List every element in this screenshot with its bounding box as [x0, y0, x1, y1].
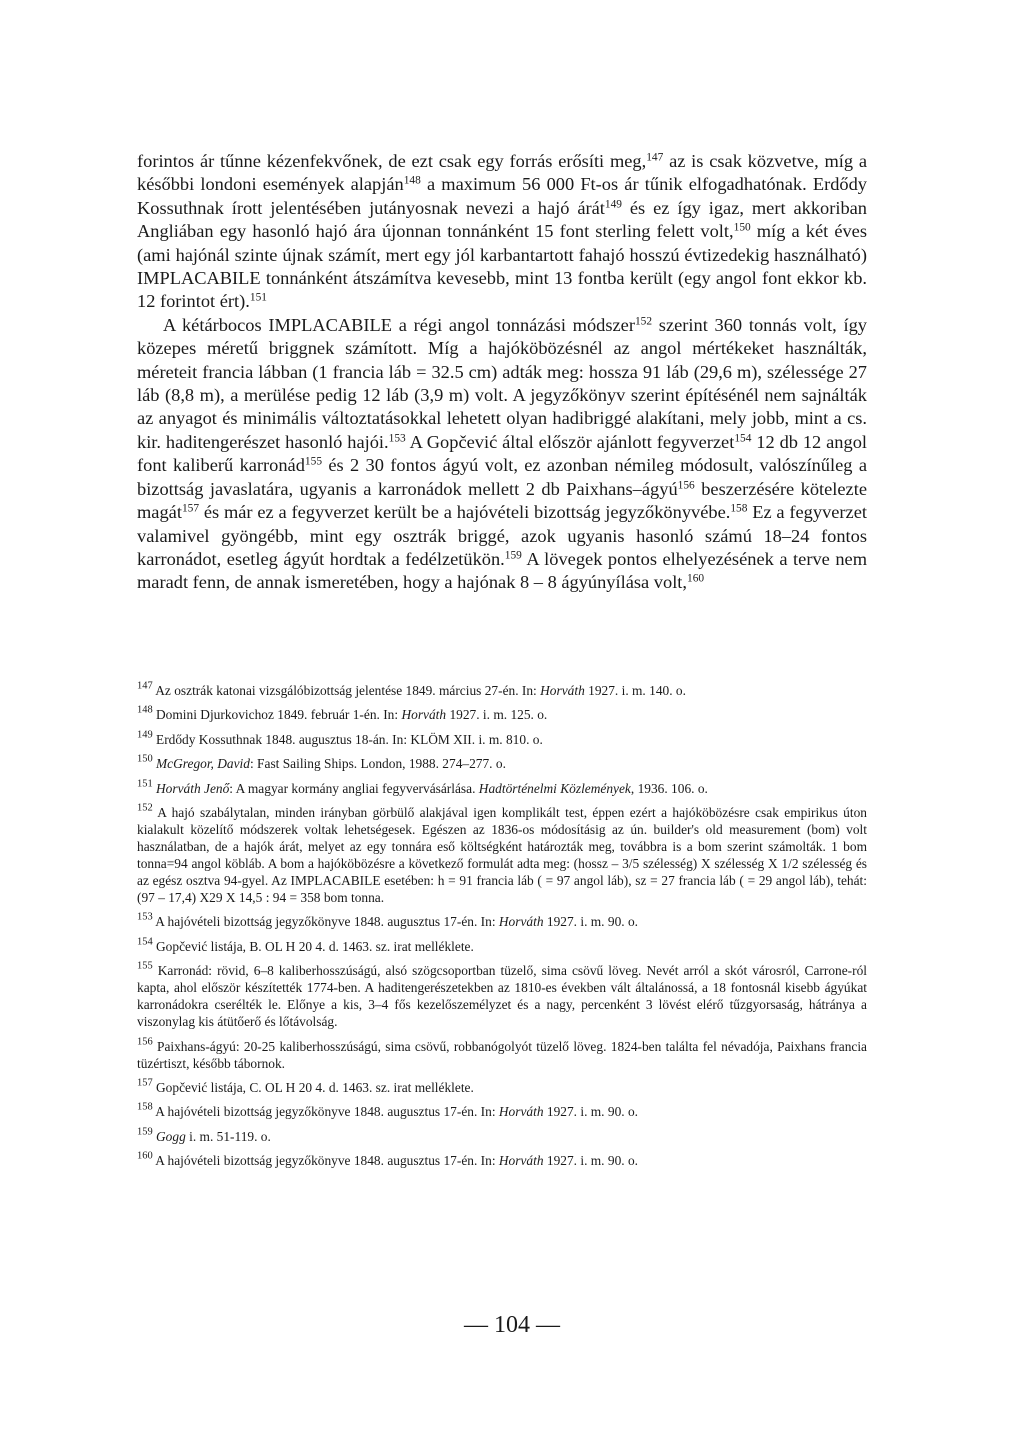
- text-run: A hajóvételi bizottság jegyzőkönyve 1848. augusztus 17-én. In:: [155, 1153, 499, 1169]
- footnote-number: 151: [137, 778, 153, 790]
- footnote-number: 153: [137, 912, 153, 924]
- text-run: forintos ár tűnne kézenfekvőnek, de ezt csak egy forrás erősíti meg,: [137, 151, 647, 171]
- text-run: Gopčević listája, C. OL H 20 4. d. 1463. sz. irat melléklete.: [156, 1079, 474, 1095]
- text-run: 1927. i. m. 90. o.: [543, 1104, 639, 1120]
- footnote-147: [137, 682, 867, 699]
- footnote-152: [137, 804, 867, 906]
- footnote-160: [137, 1152, 867, 1169]
- paragraph-2: [137, 314, 867, 595]
- footnote-153: [137, 913, 867, 930]
- footnote-148: [137, 706, 867, 723]
- text-run: 1927. i. m. 90. o.: [543, 914, 639, 930]
- text-run: 1927. i. m. 140. o.: [584, 683, 686, 698]
- italic-text: Horváth: [401, 707, 447, 723]
- text-run: szerint 360 tonnás volt, így közepes méretű briggnek számított. Míg a hajóköbözésnél az angol mértékeket használták, méreteit francia lábban (1 francia láb = 32.5 cm) adták meg: hossza 91 láb (29,6 m), szélessége 27 láb (8,8 m), a merülése pedig 12 láb (3,9 m) volt. A jegyzőkönyv szerint építésénél nem sajnálták az anyagot és minimális változtatásokkal lehetett olyan hadibriggé alakítani, mely jobb, mint a cs. kir. haditengerészet hasonló hajói.: [137, 314, 867, 452]
- italic-text: Horváth: [498, 914, 544, 930]
- footnote-number: 149: [137, 729, 153, 741]
- footnote-number: 159: [137, 1126, 153, 1138]
- footnote-ref: 148: [403, 175, 421, 188]
- text-run: Erdődy Kossuthnak 1848. augusztus 18-án. In: KLÖM XII. i. m. 810. o.: [156, 731, 543, 747]
- footnote-154: [137, 938, 867, 955]
- footnote-number: 150: [137, 753, 153, 765]
- footnote-ref: 155: [304, 456, 323, 469]
- text-run: és ez így igaz, mert akkoriban Angliában egy hasonló hajó ára újonnan tonnánként 15 font sterling felett volt,: [137, 197, 867, 242]
- paragraph-1: [137, 150, 867, 314]
- text-run: : A magyar kormány angliai fegyvervásárlása.: [229, 780, 479, 796]
- footnote-ref: 152: [634, 315, 653, 328]
- text-run: A kétárbocos IMPLACABILE a régi angol tonnázási módszer: [163, 314, 635, 335]
- footnote-number: 160: [137, 1150, 153, 1162]
- footnote-151: [137, 780, 867, 797]
- italic-text: Gogg: [156, 1128, 186, 1144]
- footnote-number: 157: [137, 1077, 153, 1089]
- footnotes: [137, 682, 867, 1176]
- text-run: A hajóvételi bizottság jegyzőkönyve 1848. augusztus 17-én. In:: [155, 914, 499, 930]
- italic-text: Horváth: [498, 1153, 544, 1169]
- italic-text: Horváth Jenő: [156, 780, 230, 796]
- italic-text: Horváth: [498, 1104, 544, 1120]
- footnote-ref: 157: [181, 502, 200, 515]
- footnote-158: [137, 1103, 867, 1120]
- footnote-149: [137, 731, 867, 748]
- text-run: , 1936. 106. o.: [630, 780, 708, 796]
- footnote-number: 155: [137, 960, 153, 972]
- text-run: a maximum 56 000 Ft-os ár tűnik elfogadhatónak. Erdődy Kossuthnak írott jelentésében jutányosnak nevezi a hajó árát: [137, 174, 867, 218]
- footnote-ref: 154: [734, 432, 752, 445]
- text-run: A Gopčević által először ajánlott fegyverzet: [405, 431, 735, 452]
- italic-text: McGregor, David: [156, 756, 250, 772]
- footnote-ref: 156: [677, 479, 695, 492]
- text-run: A hajóvételi bizottság jegyzőkönyve 1848. augusztus 17-én. In:: [155, 1104, 499, 1120]
- text-run: i. m. 51-119. o.: [185, 1128, 271, 1144]
- footnote-157: [137, 1079, 867, 1096]
- text-run: az is csak közvetve, míg a későbbi londoni események alapján: [137, 151, 867, 195]
- footnote-ref: 149: [604, 198, 622, 211]
- footnote-ref: 159: [504, 549, 522, 562]
- body-text: [137, 150, 867, 595]
- italic-text: Hadtörténelmi Közlemények: [478, 780, 631, 796]
- footnote-number: 147: [137, 680, 153, 692]
- page-number: — 104 —: [464, 1312, 560, 1338]
- footnote-159: [137, 1128, 867, 1145]
- text-run: 12 db 12 angol font kaliberű karronád: [137, 431, 868, 476]
- footnote-ref: 150: [733, 221, 751, 234]
- text-run: : Fast Sailing Ships. London, 1988. 274–277. o.: [249, 756, 506, 772]
- footnote-ref: 153: [388, 432, 406, 445]
- footnote-ref: 151: [249, 292, 267, 305]
- text-run: Paixhans-ágyú: 20-25 kaliberhosszúságú, sima csövű, robbanógolyót tüzelő löveg. 1824-ben találta fel névadója, Paixhans francia tüzértiszt, később tábornok.: [137, 1038, 867, 1071]
- footnote-ref: 160: [687, 573, 705, 586]
- text-run: és már ez a fegyverzet került be a hajóvételi bizottság jegyzőkönyvébe.: [199, 502, 731, 523]
- text-run: 1927. i. m. 90. o.: [543, 1153, 639, 1169]
- footnote-number: 158: [137, 1102, 153, 1114]
- footnote-number: 154: [137, 936, 153, 948]
- text-run: beszerzésére kötelezte magát: [137, 478, 867, 523]
- text-run: Az osztrák katonai vizsgálóbizottság jelentése 1849. március 27-én. In:: [155, 683, 541, 698]
- footnote-number: 152: [137, 802, 153, 814]
- text-run: és 2 30 fontos ágyú volt, ez azonban némileg módosult, valószínűleg a bizottság javaslatára, ugyanis a karronádok mellett 2 db Paixhans–ágyú: [137, 455, 867, 499]
- footnote-ref: 147: [646, 151, 664, 164]
- text-run: A lövegek pontos elhelyezésének a terve nem maradt fenn, de annak ismeretében, hogy a hajónak 8 – 8 ágyúnyílása volt,: [137, 548, 867, 593]
- text-run: A hajó szabálytalan, minden irányban görbülő alakjával igen komplikált test, éppen ezért a hajóköbözésre csak empirikus úton kialakult közelítő módszerek voltak lehetségesek. Egészen az 1836-os módosításig az ún. builder's old measurement (bom) volt használatban, de a hajók árát, melyet az egy tonnára eső költségként határozták meg, továbbra is a bom szerint számolták. 1 bom tonna=94 angol köbláb. A bom a hajóköbözésre a következő formulát adta meg: (hossz – 3/5 szélesség) X szélesség X 1/2 szélesség és az egész osztva 94-gyel. Az IMPLACABILE esetében: h = 91 francia láb ( = 97 angol láb), sz = 27 francia láb ( = 29 angol láb), tehát: (97 – 17,4) X29 X 14,5 : 94 = 358 bom tonna.: [137, 804, 867, 905]
- footnote-156: [137, 1038, 867, 1072]
- footnote-number: 148: [137, 705, 153, 717]
- text-run: Gopčević listája, B. OL H 20 4. d. 1463. sz. irat melléklete.: [156, 938, 474, 954]
- text-run: 1927. i. m. 125. o.: [446, 707, 548, 723]
- footnote-ref: 158: [730, 502, 748, 515]
- italic-text: Horváth: [540, 683, 585, 698]
- footnote-155: [137, 962, 867, 1030]
- footnote-number: 156: [137, 1036, 153, 1048]
- text-run: Ez a fegyverzet valamivel gyöngébb, mint egy osztrák briggé, azok ugyanis hasonló számú 18–24 fontos karronádot, esetleg ágyút hordtak a fedélzetükön.: [137, 502, 867, 569]
- text-run: Domini Djurkovichoz 1849. február 1-én. In:: [156, 707, 402, 723]
- text-run: Karronád: rövid, 6–8 kaliberhosszúságú, alsó szögcsoportban tüzelő, sima csövű löveg. Nevét arról a skót városról, Carrone-ról kapta, ahol először készítették 1774-ben. A haditengerészetekben az 1810-es években vált általánossá, a 18 fontosnál kisebb ágyúkat karronádokra cserélték le. Előnye a kis, 3–4 fős kezelőszemélyzet és a nagy, percenként 3 lövést elérő tűzgyorsaság, hátránya a viszonylag kis átütőerő és lőtávolság.: [137, 963, 867, 1030]
- footnote-150: [137, 755, 867, 772]
- text-run: míg a két éves (ami hajónál szinte újnak számít, mert egy jól karbantartott fahajó hosszú évtizedekig használható) IMPLACABILE tonnánként átszámítva kevesebb, mint 13 fontba került (egy angol font ekkor kb. 12 forintot ért).: [137, 221, 868, 312]
